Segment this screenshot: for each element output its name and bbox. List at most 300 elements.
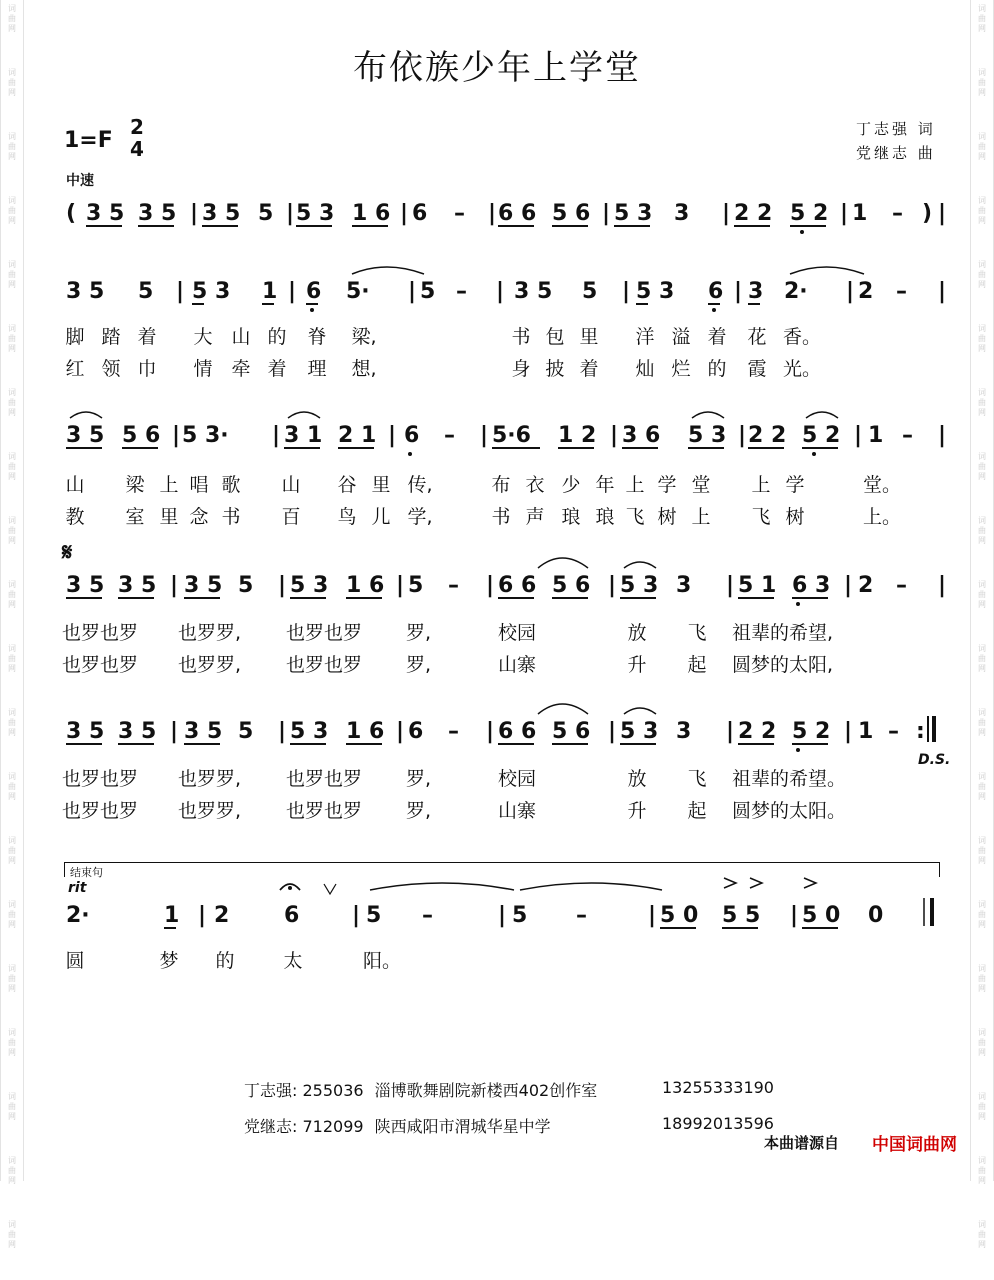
svg-text:5 3: 5 3 <box>290 573 329 598</box>
svg-text:5: 5 <box>582 279 598 304</box>
lyric-word: 堂。 <box>862 474 901 496</box>
watermark-glyph: 词 曲 网 <box>8 132 16 161</box>
svg-text:5: 5 <box>138 279 154 304</box>
watermark-glyph: 词 曲 网 <box>978 644 986 673</box>
staff-line-1 <box>62 190 947 240</box>
lyric-word: 山 <box>281 474 301 496</box>
svg-text:0: 0 <box>868 903 884 928</box>
svg-text:5 6: 5 6 <box>552 573 591 598</box>
svg-text:|: | <box>396 573 405 598</box>
lyric-word: 年 <box>595 474 615 496</box>
time-signature-top: 2 <box>130 115 144 139</box>
svg-text:3 5: 3 5 <box>66 279 105 304</box>
lyric-word: 学, <box>407 506 433 528</box>
lyric-word: 上 <box>751 474 771 496</box>
lyric-word: 也罗也罗 <box>62 768 139 790</box>
lyric-word: 飞 <box>751 506 771 528</box>
svg-text:|: | <box>854 423 863 448</box>
lyric-word: 里 <box>371 474 391 496</box>
svg-text:3: 3 <box>674 201 690 226</box>
svg-text:|: | <box>170 573 179 598</box>
svg-text:5 3·: 5 3· <box>182 423 229 448</box>
watermark-glyph: 词 曲 网 <box>978 324 986 353</box>
lyric-word: 山寨 <box>498 800 537 822</box>
lyric-word: 也罗也罗 <box>62 622 139 644</box>
lyric-word: 百 <box>281 506 301 528</box>
svg-text:|: | <box>408 279 417 304</box>
svg-text:6 6: 6 6 <box>498 573 537 598</box>
lyric-word: 罗, <box>406 654 432 676</box>
svg-text:|: | <box>170 719 179 744</box>
watermark-glyph: 词 曲 网 <box>978 1092 986 1121</box>
watermark-glyph: 词 曲 网 <box>8 196 16 225</box>
footer-phone-1: 13255333190 <box>662 1078 774 1097</box>
svg-text:|: | <box>198 903 207 928</box>
svg-text::: : <box>916 719 925 744</box>
watermark-glyph: 词 曲 网 <box>8 68 16 97</box>
lyricist-credit: 丁志强 词 <box>856 120 936 138</box>
watermark-glyph: 词 曲 网 <box>8 644 16 673</box>
score-title: 布依族少年上学堂 <box>353 48 641 88</box>
lyric-word: 包 <box>545 326 565 348</box>
lyric-word: 红 <box>65 358 85 380</box>
lyric-word: 也罗罗, <box>178 800 242 822</box>
watermark-glyph: 词 曲 网 <box>8 260 16 289</box>
svg-text:5 2: 5 2 <box>790 201 829 226</box>
rit-marking: rit <box>68 880 87 896</box>
svg-text:|: | <box>938 423 947 448</box>
svg-text:5 2: 5 2 <box>792 719 831 744</box>
contact-name: 丁志强: <box>244 1081 298 1100</box>
lyric-word: 琅 <box>561 506 581 528</box>
lyric-word: 巾 <box>137 358 157 380</box>
watermark-glyph: 词 曲 网 <box>978 964 986 993</box>
svg-text:|: | <box>726 719 735 744</box>
lyric-word: 儿 <box>371 506 391 528</box>
watermark-glyph: 词 曲 网 <box>8 900 16 929</box>
svg-text:|: | <box>352 903 361 928</box>
ending-bracket <box>64 862 940 877</box>
lyric-word: 理 <box>307 358 327 380</box>
watermark-glyph: 词 曲 网 <box>8 1220 16 1249</box>
svg-text:6 6: 6 6 <box>498 719 537 744</box>
svg-text:|: | <box>190 201 199 226</box>
svg-text:1 2: 1 2 <box>558 423 597 448</box>
lyric-word: 祖辈的希望。 <box>732 768 847 790</box>
staff-line-1-notes <box>62 190 947 240</box>
svg-text:–: – <box>892 201 903 226</box>
watermark-glyph: 词 曲 网 <box>8 452 16 481</box>
svg-text:1 6: 1 6 <box>346 719 385 744</box>
staff-line-6-notes <box>62 892 944 942</box>
contact-name: 党继志: <box>244 1117 298 1136</box>
lyric-word: 书 <box>221 506 241 528</box>
lyric-word: 室 <box>125 506 145 528</box>
lyric-word: 书 <box>491 506 511 528</box>
svg-text:1: 1 <box>164 903 180 928</box>
lyric-line-2b <box>62 354 932 380</box>
lyric-word: 起 <box>687 800 707 822</box>
lyric-word: 书 <box>511 326 531 348</box>
lyric-word: 想, <box>351 358 377 380</box>
contact-postcode: 255036 <box>302 1081 364 1100</box>
svg-text:|: | <box>496 279 505 304</box>
svg-text:3 5: 3 5 <box>66 719 105 744</box>
staff-line-6 <box>62 892 944 942</box>
source-site-link[interactable]: 中国词曲网 <box>872 1135 957 1155</box>
lyric-word: 牵 <box>231 358 251 380</box>
lyric-word: 校园 <box>498 622 537 644</box>
lyric-word: 的 <box>215 950 235 972</box>
watermark-glyph: 词 曲 网 <box>8 772 16 801</box>
lyric-word: 升 <box>627 654 647 676</box>
lyric-word: 圆梦的太阳。 <box>732 800 847 822</box>
svg-text:5 0: 5 0 <box>802 903 841 928</box>
svg-text:|: | <box>272 423 281 448</box>
svg-text:5 3: 5 3 <box>192 279 231 304</box>
svg-text:2: 2 <box>858 279 874 304</box>
source-prefix: 本曲谱源自 <box>764 1134 840 1152</box>
staff-line-3-notes <box>62 412 947 462</box>
lyric-word: 的 <box>707 358 727 380</box>
watermark-glyph: 词 曲 网 <box>8 708 16 737</box>
svg-text:5 0: 5 0 <box>660 903 699 928</box>
lyric-word: 教 <box>65 506 85 528</box>
time-signature-bottom: 4 <box>130 137 144 161</box>
lyric-word: 也罗罗, <box>178 768 242 790</box>
lyric-word: 树 <box>785 506 805 528</box>
svg-text:|: | <box>608 719 617 744</box>
svg-text:|: | <box>722 201 731 226</box>
lyric-word: 洋 <box>635 326 655 348</box>
svg-text:1: 1 <box>868 423 884 448</box>
watermark-glyph: 词 曲 网 <box>978 68 986 97</box>
svg-text:5: 5 <box>420 279 436 304</box>
svg-text:6 3: 6 3 <box>792 573 831 598</box>
lyric-word: 唱 <box>189 474 209 496</box>
contact-address: 淄博歌舞剧院新楼西402创作室 <box>374 1081 598 1100</box>
lyric-word: 少 <box>561 474 581 496</box>
watermark-glyph: 词 曲 网 <box>978 772 986 801</box>
svg-text:6: 6 <box>708 279 724 304</box>
watermark-glyph: 词 曲 网 <box>8 516 16 545</box>
lyric-word: 升 <box>627 800 647 822</box>
svg-text:|: | <box>844 719 853 744</box>
ds-marking: D.S. <box>918 752 951 768</box>
watermark-glyph: 词 曲 网 <box>978 836 986 865</box>
lyric-word: 歌 <box>221 474 241 496</box>
svg-text:5 2: 5 2 <box>802 423 841 448</box>
svg-text:|: | <box>938 201 947 226</box>
svg-text:|: | <box>790 903 799 928</box>
lyric-word: 山 <box>65 474 85 496</box>
svg-text:(: ( <box>66 201 77 226</box>
lyric-line-4b <box>62 650 932 676</box>
svg-text:|: | <box>846 279 855 304</box>
svg-text:2: 2 <box>214 903 230 928</box>
svg-text:5 3: 5 3 <box>296 201 335 226</box>
svg-text:|: | <box>400 201 409 226</box>
svg-text:3 5: 3 5 <box>66 423 105 448</box>
svg-text:–: – <box>448 573 459 598</box>
svg-text:3: 3 <box>748 279 764 304</box>
lyric-word: 梁 <box>125 474 145 496</box>
watermark-glyph: 词 曲 网 <box>978 452 986 481</box>
svg-text:5 3: 5 3 <box>636 279 675 304</box>
lyric-word: 校园 <box>498 768 537 790</box>
svg-text:|: | <box>278 719 287 744</box>
svg-text:3 5: 3 5 <box>118 719 157 744</box>
svg-text:5·6: 5·6 <box>492 423 531 448</box>
lyric-word: 树 <box>657 506 677 528</box>
lyric-word: 放 <box>627 622 647 644</box>
lyric-word: 谷 <box>337 474 357 496</box>
svg-text:3 5: 3 5 <box>66 573 105 598</box>
svg-text:5: 5 <box>366 903 382 928</box>
watermark-glyph: 词 曲 网 <box>978 4 986 33</box>
contact-postcode: 712099 <box>302 1117 364 1136</box>
footer-contact-2 <box>244 1114 551 1137</box>
lyric-line-4a <box>62 618 932 644</box>
lyric-word: 领 <box>101 358 121 380</box>
lyric-word: 也罗也罗 <box>62 654 139 676</box>
watermark-glyph: 词 曲 网 <box>8 836 16 865</box>
svg-text:3 6: 3 6 <box>622 423 661 448</box>
lyric-word: 太 <box>283 950 303 972</box>
lyric-word: 也罗也罗 <box>286 654 363 676</box>
svg-text:5 5: 5 5 <box>722 903 761 928</box>
watermark-glyph: 词 曲 网 <box>978 260 986 289</box>
lyric-word: 也罗也罗 <box>286 800 363 822</box>
lyric-word: 罗, <box>406 768 432 790</box>
staff-line-3 <box>62 412 947 462</box>
lyric-word: 祖辈的希望, <box>732 622 834 644</box>
svg-text:–: – <box>888 719 899 744</box>
svg-text:–: – <box>454 201 465 226</box>
watermark-glyph: 词 曲 网 <box>978 900 986 929</box>
segno-sign: 𝄋 <box>62 538 73 566</box>
svg-text:6: 6 <box>412 201 428 226</box>
svg-text:|: | <box>498 903 507 928</box>
lyric-line-5b <box>62 796 932 822</box>
staff-line-4-notes <box>62 562 947 612</box>
svg-text:–: – <box>444 423 455 448</box>
lyric-word: 也罗也罗 <box>286 768 363 790</box>
lyric-word: 着 <box>267 358 287 380</box>
svg-text:|: | <box>488 201 497 226</box>
watermark-glyph: 词 曲 网 <box>978 708 986 737</box>
watermark-glyph: 词 曲 网 <box>978 516 986 545</box>
svg-text:2 1: 2 1 <box>338 423 377 448</box>
svg-text:): ) <box>922 201 933 226</box>
svg-text:|: | <box>486 573 495 598</box>
svg-text:2 2: 2 2 <box>748 423 787 448</box>
watermark-glyph: 词 曲 网 <box>978 388 986 417</box>
lyric-word: 情 <box>193 358 213 380</box>
lyric-word: 也罗罗, <box>178 622 242 644</box>
svg-text:–: – <box>896 279 907 304</box>
lyric-word: 罗, <box>406 622 432 644</box>
key-signature: 1=F <box>64 128 113 153</box>
lyric-word: 大 <box>193 326 213 348</box>
svg-text:|: | <box>288 279 297 304</box>
lyric-word: 念 <box>189 506 209 528</box>
watermark-glyph: 词 曲 网 <box>8 580 16 609</box>
svg-text:|: | <box>622 279 631 304</box>
svg-text:6 6: 6 6 <box>498 201 537 226</box>
svg-text:5: 5 <box>408 573 424 598</box>
svg-text:3 5: 3 5 <box>184 573 223 598</box>
svg-text:5 3: 5 3 <box>620 719 659 744</box>
lyric-word: 也罗也罗 <box>62 800 139 822</box>
svg-text:5: 5 <box>238 573 254 598</box>
svg-text:–: – <box>456 279 467 304</box>
watermark-glyph: 词 曲 网 <box>8 1092 16 1121</box>
svg-text:–: – <box>422 903 433 928</box>
svg-text:|: | <box>938 279 947 304</box>
lyric-word: 也罗罗, <box>178 654 242 676</box>
lyric-word: 圆梦的太阳, <box>732 654 834 676</box>
lyric-word: 堂 <box>691 474 711 496</box>
svg-text:6: 6 <box>306 279 322 304</box>
lyric-line-5a <box>62 764 932 790</box>
lyric-word: 着 <box>579 358 599 380</box>
lyric-word: 上。 <box>862 506 901 528</box>
watermark-glyph: 词 曲 网 <box>978 580 986 609</box>
svg-text:1 6: 1 6 <box>352 201 391 226</box>
lyric-word: 梁, <box>351 326 377 348</box>
lyric-word: 琅 <box>595 506 615 528</box>
lyric-word: 上 <box>159 474 179 496</box>
lyric-word: 香。 <box>782 326 821 348</box>
svg-text:2: 2 <box>858 573 874 598</box>
lyric-word: 着 <box>707 326 727 348</box>
svg-text:1: 1 <box>852 201 868 226</box>
staff-line-5 <box>62 708 944 758</box>
lyric-word: 学 <box>657 474 677 496</box>
svg-text:5 3: 5 3 <box>290 719 329 744</box>
lyric-word: 也罗也罗 <box>286 622 363 644</box>
lyric-word: 学 <box>785 474 805 496</box>
lyric-word: 放 <box>627 768 647 790</box>
lyric-word: 起 <box>687 654 707 676</box>
svg-text:3 5: 3 5 <box>514 279 553 304</box>
svg-text:–: – <box>576 903 587 928</box>
svg-text:|: | <box>480 423 489 448</box>
footer-phone-2: 18992013596 <box>662 1114 774 1133</box>
lyric-word: 里 <box>159 506 179 528</box>
lyric-word: 飞 <box>625 506 645 528</box>
svg-text:3: 3 <box>676 573 692 598</box>
svg-text:|: | <box>286 201 295 226</box>
staff-line-4 <box>62 562 947 612</box>
svg-text:–: – <box>902 423 913 448</box>
svg-text:3 5: 3 5 <box>118 573 157 598</box>
svg-text:6: 6 <box>284 903 300 928</box>
svg-text:|: | <box>608 573 617 598</box>
svg-text:5 6: 5 6 <box>122 423 161 448</box>
svg-text:5: 5 <box>238 719 254 744</box>
lyric-word: 光。 <box>782 358 821 380</box>
svg-text:3 5: 3 5 <box>86 201 125 226</box>
staff-line-2-notes <box>62 268 947 318</box>
footer-contact-1 <box>244 1078 597 1101</box>
svg-text:5 3: 5 3 <box>614 201 653 226</box>
watermark-glyph: 词 曲 网 <box>8 964 16 993</box>
lyric-line-3a <box>62 470 932 496</box>
lyric-word: 罗, <box>406 800 432 822</box>
svg-text:1: 1 <box>858 719 874 744</box>
svg-text:3 1: 3 1 <box>284 423 323 448</box>
lyric-word: 山寨 <box>498 654 537 676</box>
composer-credit: 党继志 曲 <box>856 144 936 162</box>
watermark-glyph: 词 曲 网 <box>978 1028 986 1057</box>
svg-text:|: | <box>602 201 611 226</box>
svg-text:3: 3 <box>676 719 692 744</box>
svg-text:2·: 2· <box>784 279 808 304</box>
svg-text:5 3: 5 3 <box>620 573 659 598</box>
svg-text:|: | <box>176 279 185 304</box>
svg-text:–: – <box>896 573 907 598</box>
lyric-word: 披 <box>545 358 565 380</box>
right-watermark-strip <box>970 0 994 1249</box>
lyric-word: 飞 <box>687 622 707 644</box>
lyric-word: 霞 <box>747 358 767 380</box>
lyric-word: 花 <box>747 326 767 348</box>
lyric-word: 衣 <box>525 474 545 496</box>
svg-text:6: 6 <box>408 719 424 744</box>
lyric-word: 鸟 <box>337 506 357 528</box>
lyric-word: 烂 <box>671 358 691 380</box>
left-watermark-strip <box>0 0 24 1249</box>
svg-text:|: | <box>726 573 735 598</box>
contact-address: 陕西咸阳市渭城华星中学 <box>374 1117 551 1136</box>
svg-text:2·: 2· <box>66 903 90 928</box>
svg-text:2 2: 2 2 <box>738 719 777 744</box>
watermark-glyph: 词 曲 网 <box>8 1156 16 1185</box>
ending-label: 结束句 <box>70 866 103 879</box>
svg-text:6: 6 <box>404 423 420 448</box>
watermark-glyph: 词 曲 网 <box>978 1220 986 1249</box>
lyric-word: 布 <box>491 474 511 496</box>
lyric-word: 脊 <box>307 326 327 348</box>
svg-text:|: | <box>734 279 743 304</box>
lyric-word: 身 <box>511 358 531 380</box>
svg-text:3 5: 3 5 <box>184 719 223 744</box>
watermark-glyph: 词 曲 网 <box>8 388 16 417</box>
lyric-line-3b <box>62 502 932 528</box>
svg-text:3 5: 3 5 <box>138 201 177 226</box>
lyric-word: 飞 <box>687 768 707 790</box>
svg-text:|: | <box>738 423 747 448</box>
svg-text:|: | <box>396 719 405 744</box>
svg-text:5·: 5· <box>346 279 370 304</box>
lyric-word: 传, <box>407 474 433 496</box>
svg-text:|: | <box>844 573 853 598</box>
svg-text:|: | <box>172 423 181 448</box>
lyric-word: 圆 <box>65 950 85 972</box>
watermark-glyph: 词 曲 网 <box>978 196 986 225</box>
svg-text:|: | <box>938 573 947 598</box>
watermark-glyph: 词 曲 网 <box>8 324 16 353</box>
lyric-word: 灿 <box>635 358 655 380</box>
staff-line-5-notes <box>62 708 944 758</box>
svg-text:|: | <box>486 719 495 744</box>
svg-text:5 6: 5 6 <box>552 719 591 744</box>
staff-line-2 <box>62 268 947 318</box>
svg-text:|: | <box>610 423 619 448</box>
lyric-word: 上 <box>691 506 711 528</box>
